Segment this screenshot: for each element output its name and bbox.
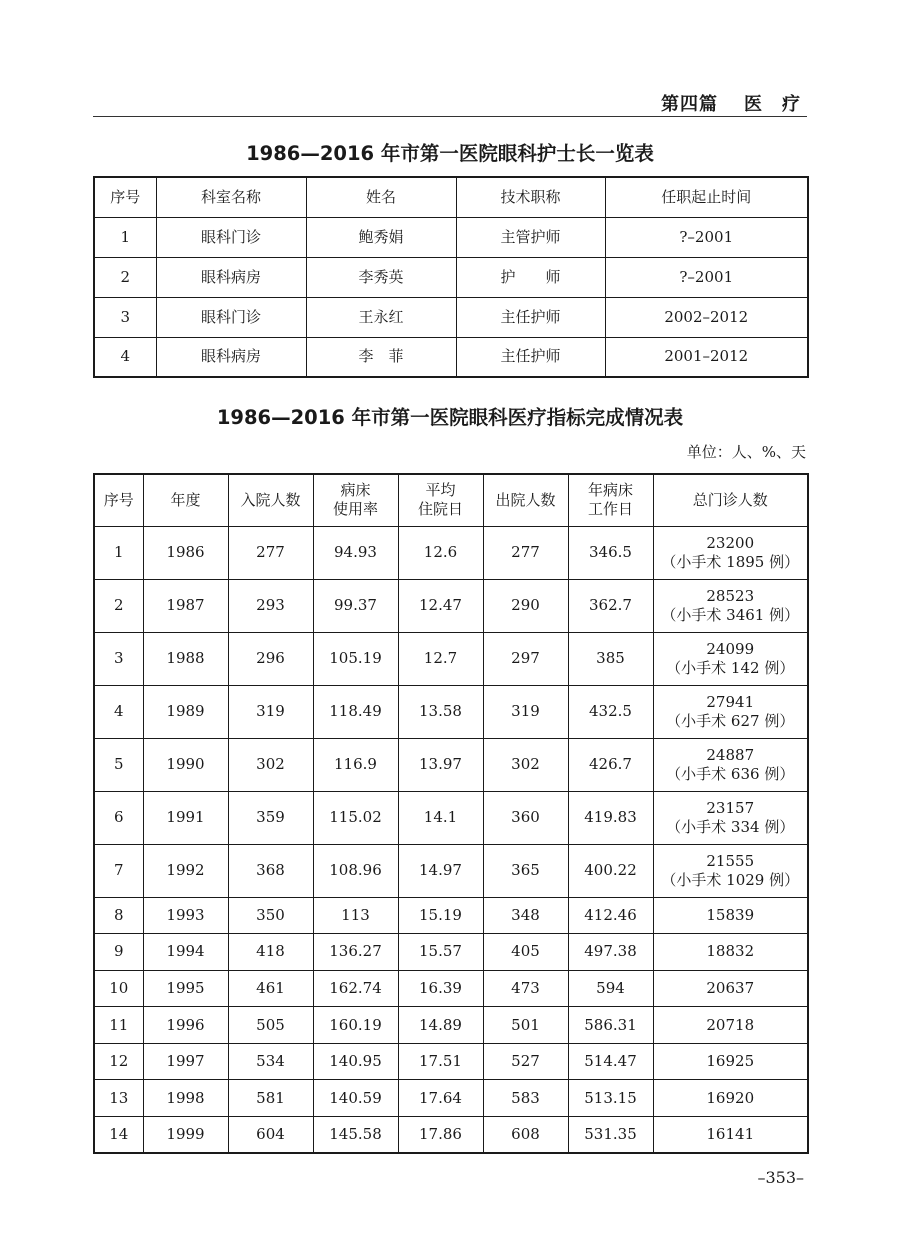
column-header: 任职起止时间: [605, 177, 808, 217]
outpatient-cell: [653, 1043, 808, 1080]
table-cell: 8: [94, 897, 143, 934]
table-cell: 160.19: [313, 1007, 398, 1044]
unit-label: 单位：人、%、天: [686, 443, 806, 461]
table-row: [94, 1043, 808, 1080]
table2-title: 1986—2016 年市第一医院眼科医疗指标完成情况表: [216, 406, 684, 429]
outpatient-total: 20637: [706, 978, 755, 997]
table-cell: 1992: [143, 844, 228, 897]
table-cell: 505: [228, 1007, 313, 1044]
table-cell: 527: [483, 1043, 568, 1080]
table-cell: 12.47: [398, 579, 483, 632]
table-cell: 319: [228, 685, 313, 738]
table-cell: 365: [483, 844, 568, 897]
column-header: [228, 474, 313, 526]
table-cell: 1996: [143, 1007, 228, 1044]
outpatient-cell: [653, 970, 808, 1007]
table-cell: 319: [483, 685, 568, 738]
table-cell: 主任护师: [456, 297, 605, 337]
outpatient-cell: [653, 1007, 808, 1044]
table-cell: 1: [94, 526, 143, 579]
table-cell: 1988: [143, 632, 228, 685]
table-cell: 13: [94, 1080, 143, 1117]
outpatient-cell: [653, 579, 808, 632]
table-cell: 13.97: [398, 738, 483, 791]
table-cell: 10: [94, 970, 143, 1007]
table1-header-row: [94, 177, 808, 217]
page-number: –353–: [757, 1168, 804, 1187]
table-cell: 359: [228, 791, 313, 844]
table-cell: 426.7: [568, 738, 653, 791]
table-cell: 604: [228, 1117, 313, 1154]
column-header-line: 年病床: [587, 481, 633, 500]
table-row: [94, 897, 808, 934]
table-cell: 2001–2012: [605, 337, 808, 377]
table-cell: 277: [483, 526, 568, 579]
table-cell: 9: [94, 934, 143, 971]
table-cell: 4: [94, 337, 156, 377]
table-row: [94, 970, 808, 1007]
page-header: [93, 88, 807, 117]
table-row: [94, 791, 808, 844]
table-cell: 368: [228, 844, 313, 897]
outpatient-total: 15839: [706, 905, 755, 924]
table-cell: 1993: [143, 897, 228, 934]
minor-surgery-note: （小手术 3461 例）: [661, 605, 800, 624]
table-cell: 5: [94, 738, 143, 791]
table-cell: 136.27: [313, 934, 398, 971]
table-cell: 1991: [143, 791, 228, 844]
table-cell: 297: [483, 632, 568, 685]
table-cell: 2: [94, 257, 156, 297]
table-row: [94, 1080, 808, 1117]
table-cell: 3: [94, 297, 156, 337]
column-header: [313, 474, 398, 526]
table-cell: 17.51: [398, 1043, 483, 1080]
outpatient-total: 27941: [706, 692, 755, 711]
minor-surgery-note: （小手术 636 例）: [666, 764, 795, 783]
table-cell: 眼科病房: [156, 337, 306, 377]
table-row: [94, 934, 808, 971]
table-cell: 412.46: [568, 897, 653, 934]
table-row: [94, 297, 808, 337]
table-cell: 眼科门诊: [156, 217, 306, 257]
table-row: [94, 844, 808, 897]
outpatient-cell: [653, 1117, 808, 1154]
head-nurse-table: [93, 176, 809, 378]
table-cell: 277: [228, 526, 313, 579]
table-cell: 鲍秀娟: [306, 217, 456, 257]
table-cell: 113: [313, 897, 398, 934]
table-cell: 1999: [143, 1117, 228, 1154]
outpatient-total: 20718: [706, 1015, 755, 1034]
outpatient-cell: [653, 685, 808, 738]
table-cell: 13.58: [398, 685, 483, 738]
table-cell: 514.47: [568, 1043, 653, 1080]
table-cell: 302: [228, 738, 313, 791]
table-row: [94, 257, 808, 297]
table-cell: 501: [483, 1007, 568, 1044]
table-cell: 眼科病房: [156, 257, 306, 297]
column-header-line: 序号: [103, 490, 134, 509]
outpatient-total: 28523: [706, 586, 755, 605]
table-cell: 12: [94, 1043, 143, 1080]
column-header: [483, 474, 568, 526]
table-cell: 王永红: [306, 297, 456, 337]
column-header-line: 年度: [170, 490, 201, 509]
table-row: [94, 1007, 808, 1044]
column-header: [143, 474, 228, 526]
table-cell: 1995: [143, 970, 228, 1007]
table-row: [94, 738, 808, 791]
table-cell: 418: [228, 934, 313, 971]
table-cell: 405: [483, 934, 568, 971]
table-cell: 15.57: [398, 934, 483, 971]
table-cell: 608: [483, 1117, 568, 1154]
table-cell: 李 菲: [306, 337, 456, 377]
outpatient-total: 24099: [706, 639, 755, 658]
table-cell: 293: [228, 579, 313, 632]
table-cell: 581: [228, 1080, 313, 1117]
column-header-line: 总门诊人数: [692, 490, 768, 509]
table-cell: 385: [568, 632, 653, 685]
table-row: [94, 579, 808, 632]
table-cell: 461: [228, 970, 313, 1007]
table-cell: 400.22: [568, 844, 653, 897]
table-cell: 16.39: [398, 970, 483, 1007]
table-cell: 419.83: [568, 791, 653, 844]
outpatient-cell: [653, 844, 808, 897]
column-header: [94, 474, 143, 526]
outpatient-total: 24887: [706, 745, 755, 764]
table-row: [94, 685, 808, 738]
table-cell: 118.49: [313, 685, 398, 738]
table-cell: 11: [94, 1007, 143, 1044]
column-header-line: 工作日: [587, 500, 633, 519]
table-cell: 583: [483, 1080, 568, 1117]
table-cell: 145.58: [313, 1117, 398, 1154]
table-cell: 主任护师: [456, 337, 605, 377]
table-cell: 2: [94, 579, 143, 632]
column-header: 技术职称: [456, 177, 605, 217]
column-header-line: 住院日: [417, 500, 463, 519]
table-cell: 473: [483, 970, 568, 1007]
table-cell: 14.97: [398, 844, 483, 897]
table-cell: ?–2001: [605, 257, 808, 297]
table-cell: 140.59: [313, 1080, 398, 1117]
table-cell: 360: [483, 791, 568, 844]
minor-surgery-note: （小手术 1029 例）: [661, 870, 800, 889]
outpatient-total: 16925: [706, 1052, 755, 1071]
outpatient-cell: [653, 526, 808, 579]
outpatient-cell: [653, 1080, 808, 1117]
column-header-line: 使用率: [332, 500, 378, 519]
table-cell: 531.35: [568, 1117, 653, 1154]
column-header-line: 入院人数: [240, 490, 301, 509]
table-cell: 497.38: [568, 934, 653, 971]
outpatient-cell: [653, 738, 808, 791]
table2-header-row: [94, 474, 808, 526]
outpatient-total: 18832: [706, 942, 755, 961]
table-cell: 594: [568, 970, 653, 1007]
table-cell: 348: [483, 897, 568, 934]
outpatient-total: 23200: [706, 533, 755, 552]
table-cell: 534: [228, 1043, 313, 1080]
outpatient-cell: [653, 632, 808, 685]
table-cell: 1989: [143, 685, 228, 738]
table-cell: 432.5: [568, 685, 653, 738]
table-cell: 15.19: [398, 897, 483, 934]
minor-surgery-note: （小手术 627 例）: [666, 711, 795, 730]
table-cell: 586.31: [568, 1007, 653, 1044]
table1-title: 1986—2016 年市第一医院眼科护士长一览表: [246, 142, 654, 165]
table-cell: 350: [228, 897, 313, 934]
table-cell: 302: [483, 738, 568, 791]
table-cell: 14.89: [398, 1007, 483, 1044]
table-cell: 12.7: [398, 632, 483, 685]
table-cell: 513.15: [568, 1080, 653, 1117]
table-row: [94, 526, 808, 579]
table-cell: 362.7: [568, 579, 653, 632]
table-cell: 1994: [143, 934, 228, 971]
table-cell: 李秀英: [306, 257, 456, 297]
table-cell: 296: [228, 632, 313, 685]
outpatient-cell: [653, 897, 808, 934]
table-cell: 94.93: [313, 526, 398, 579]
column-header-line: 病床: [340, 481, 371, 500]
table-cell: 3: [94, 632, 143, 685]
minor-surgery-note: （小手术 334 例）: [666, 817, 795, 836]
table-cell: 162.74: [313, 970, 398, 1007]
table-cell: 290: [483, 579, 568, 632]
outpatient-total: 16920: [706, 1088, 755, 1107]
table-cell: 1990: [143, 738, 228, 791]
outpatient-total: 21555: [706, 851, 755, 870]
table-cell: 17.86: [398, 1117, 483, 1154]
table-cell: 主管护师: [456, 217, 605, 257]
outpatient-total: 16141: [706, 1125, 755, 1144]
table-row: [94, 632, 808, 685]
table-cell: 346.5: [568, 526, 653, 579]
table-cell: 4: [94, 685, 143, 738]
outpatient-cell: [653, 791, 808, 844]
minor-surgery-note: （小手术 1895 例）: [661, 552, 800, 571]
table-cell: 140.95: [313, 1043, 398, 1080]
table-cell: 1986: [143, 526, 228, 579]
table-cell: 14.1: [398, 791, 483, 844]
table-cell: 105.19: [313, 632, 398, 685]
column-header: [398, 474, 483, 526]
minor-surgery-note: （小手术 142 例）: [666, 658, 795, 677]
header-text: [661, 90, 801, 116]
table-cell: 护 师: [456, 257, 605, 297]
table-cell: 12.6: [398, 526, 483, 579]
table-cell: 116.9: [313, 738, 398, 791]
table-cell: 眼科门诊: [156, 297, 306, 337]
table-cell: 108.96: [313, 844, 398, 897]
column-header: [653, 474, 808, 526]
table-cell: 17.64: [398, 1080, 483, 1117]
outpatient-cell: [653, 934, 808, 971]
table-row: [94, 1117, 808, 1154]
header-part-label: 第四篇: [661, 94, 718, 115]
table-cell: 14: [94, 1117, 143, 1154]
table-cell: 1998: [143, 1080, 228, 1117]
column-header: 姓名: [306, 177, 456, 217]
table-cell: 6: [94, 791, 143, 844]
medical-indicators-table: [93, 473, 809, 1154]
header-section-label: 医 疗: [744, 94, 801, 115]
column-header: 科室名称: [156, 177, 306, 217]
column-header-line: 平均: [425, 481, 456, 500]
outpatient-total: 23157: [706, 798, 755, 817]
table-row: [94, 217, 808, 257]
table-cell: 1: [94, 217, 156, 257]
table-cell: 115.02: [313, 791, 398, 844]
table-cell: 7: [94, 844, 143, 897]
table-cell: 1987: [143, 579, 228, 632]
table-row: [94, 337, 808, 377]
table-cell: 1997: [143, 1043, 228, 1080]
table-cell: ?–2001: [605, 217, 808, 257]
column-header: 序号: [94, 177, 156, 217]
column-header: [568, 474, 653, 526]
column-header-line: 出院人数: [495, 490, 556, 509]
table-cell: 2002–2012: [605, 297, 808, 337]
table-cell: 99.37: [313, 579, 398, 632]
